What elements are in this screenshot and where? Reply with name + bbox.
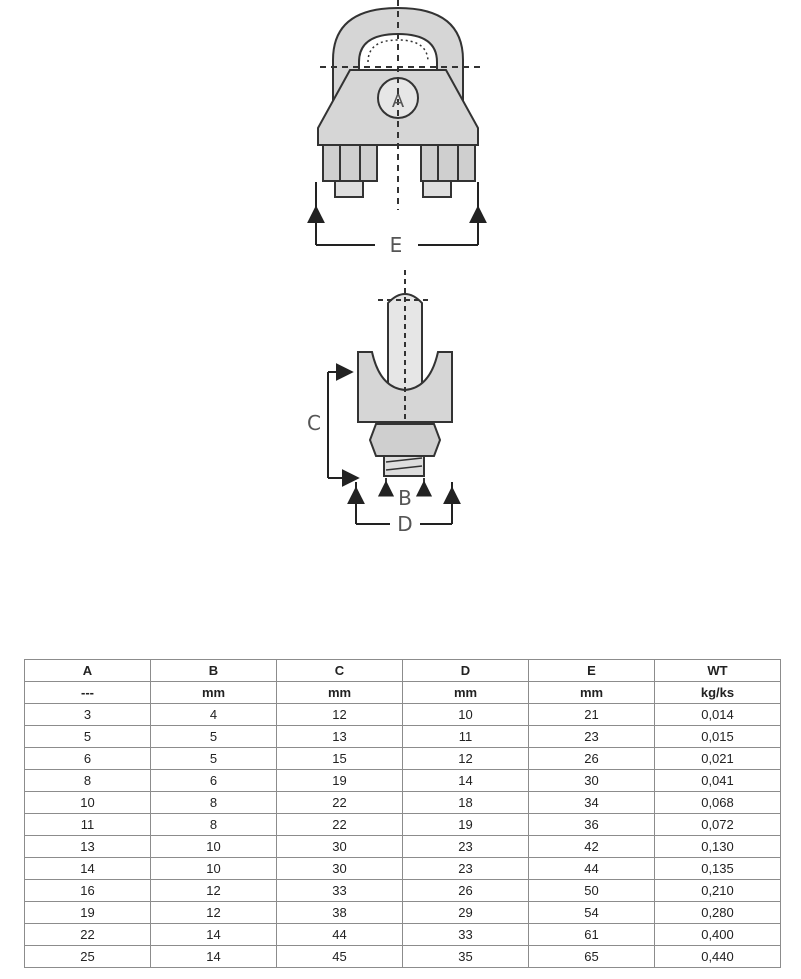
header-row: [25, 660, 781, 682]
cell: 22: [277, 814, 403, 836]
cell: 12: [151, 880, 277, 902]
cell: 54: [529, 902, 655, 924]
cell: 25: [25, 946, 151, 968]
cell: 30: [277, 836, 403, 858]
cell: 13: [25, 836, 151, 858]
table-row: [25, 924, 781, 946]
cell: 22: [25, 924, 151, 946]
cell: 44: [277, 924, 403, 946]
cell: 34: [529, 792, 655, 814]
cell: 10: [151, 836, 277, 858]
dimension-table: [24, 659, 781, 968]
cell: 50: [529, 880, 655, 902]
cell: 23: [529, 726, 655, 748]
cell: 10: [25, 792, 151, 814]
cell: 44: [529, 858, 655, 880]
cell: 0,021: [655, 748, 781, 770]
right-thread: [423, 181, 451, 197]
cell: 36: [529, 814, 655, 836]
table-row: [25, 770, 781, 792]
cell: 0,068: [655, 792, 781, 814]
table-row: [25, 704, 781, 726]
cell: 35: [403, 946, 529, 968]
cell: 61: [529, 924, 655, 946]
units-row: [25, 682, 781, 704]
cell: 8: [25, 770, 151, 792]
cell: 0,072: [655, 814, 781, 836]
cell: 6: [151, 770, 277, 792]
cell: 22: [277, 792, 403, 814]
cell: 23: [403, 836, 529, 858]
cell: 16: [25, 880, 151, 902]
left-thread: [335, 181, 363, 197]
cell: 0,130: [655, 836, 781, 858]
table-row: [25, 748, 781, 770]
cell: 45: [277, 946, 403, 968]
cell: 6: [25, 748, 151, 770]
cell: 0,210: [655, 880, 781, 902]
cell: 33: [277, 880, 403, 902]
cell: 8: [151, 814, 277, 836]
cell: 12: [277, 704, 403, 726]
cell: 0,015: [655, 726, 781, 748]
cell: 23: [403, 858, 529, 880]
cell: 5: [25, 726, 151, 748]
table-row: [25, 814, 781, 836]
header-b: B: [151, 660, 277, 682]
table-row: [25, 858, 781, 880]
table-row: [25, 946, 781, 968]
cell: 10: [151, 858, 277, 880]
cell: 4: [151, 704, 277, 726]
cell: 19: [277, 770, 403, 792]
cell: 8: [151, 792, 277, 814]
cell: 12: [403, 748, 529, 770]
unit-d: mm: [403, 682, 529, 704]
dimension-c: [328, 372, 358, 478]
cell: 19: [403, 814, 529, 836]
unit-wt: kg/ks: [655, 682, 781, 704]
cell: 21: [529, 704, 655, 726]
header-e: E: [529, 660, 655, 682]
cell: 0,280: [655, 902, 781, 924]
cell: 10: [403, 704, 529, 726]
cell: 14: [151, 924, 277, 946]
cell: 19: [25, 902, 151, 924]
dimension-b-label: B: [398, 486, 412, 510]
cell: 30: [529, 770, 655, 792]
cell: 26: [529, 748, 655, 770]
cell: 5: [151, 748, 277, 770]
cell: 0,041: [655, 770, 781, 792]
dimension-e-label: E: [389, 233, 403, 257]
cell: 11: [25, 814, 151, 836]
table-row: [25, 726, 781, 748]
table-row: [25, 902, 781, 924]
cell: 26: [403, 880, 529, 902]
header-c: C: [277, 660, 403, 682]
cell: 14: [151, 946, 277, 968]
cell: 65: [529, 946, 655, 968]
dimension-c-label: C: [307, 411, 321, 435]
cell: 18: [403, 792, 529, 814]
unit-b: mm: [151, 682, 277, 704]
cell: 30: [277, 858, 403, 880]
cell: 0,014: [655, 704, 781, 726]
cell: 14: [25, 858, 151, 880]
header-a: A: [25, 660, 151, 682]
cell: 38: [277, 902, 403, 924]
table-row: [25, 836, 781, 858]
cell: 0,135: [655, 858, 781, 880]
unit-e: mm: [529, 682, 655, 704]
cell: 11: [403, 726, 529, 748]
unit-c: mm: [277, 682, 403, 704]
table-row: [25, 792, 781, 814]
cell: 13: [277, 726, 403, 748]
side-view: [358, 294, 452, 476]
cell: 14: [403, 770, 529, 792]
cell: 0,400: [655, 924, 781, 946]
cell: 3: [25, 704, 151, 726]
cell: 0,440: [655, 946, 781, 968]
cell: 12: [151, 902, 277, 924]
header-wt: WT: [655, 660, 781, 682]
unit-a: ---: [25, 682, 151, 704]
nut-side: [370, 424, 440, 456]
dimension-d-label: D: [397, 512, 413, 536]
table-row: [25, 880, 781, 902]
cell: 42: [529, 836, 655, 858]
header-d: D: [403, 660, 529, 682]
cell: 29: [403, 902, 529, 924]
dimension-a-label: A: [391, 91, 405, 112]
cell: 15: [277, 748, 403, 770]
left-nut: [323, 145, 377, 181]
cell: 5: [151, 726, 277, 748]
right-nut: [421, 145, 475, 181]
cell: 33: [403, 924, 529, 946]
